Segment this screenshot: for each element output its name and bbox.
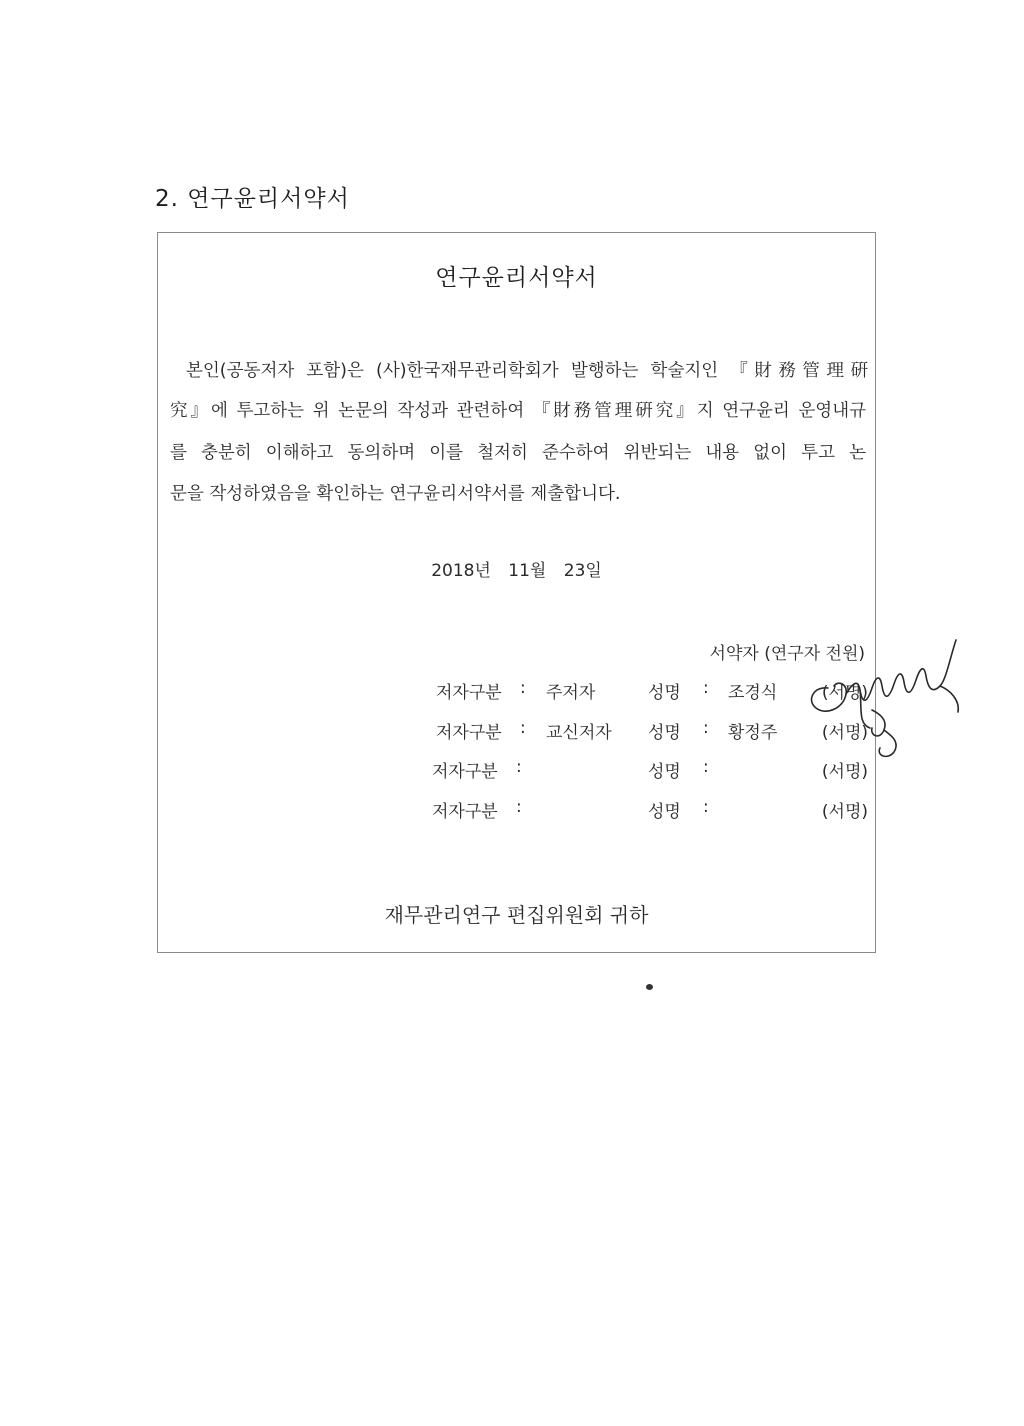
- author-type-label: 저자구분: [432, 802, 498, 822]
- pledge-body-line: 본인(공동저자 포함)은 (사)한국재무관리학회가 발행하는 학술지인 『財務管理硏: [186, 361, 868, 381]
- signature-slot: (서명): [821, 723, 868, 743]
- name-label: 성명: [648, 802, 681, 822]
- pledge-body-line: 문을 작성하였음을 확인하는 연구윤리서약서를 제출합니다.: [170, 484, 621, 504]
- pledge-title: 연구윤리서약서: [435, 265, 598, 291]
- section-heading: 2. 연구윤리서약서: [155, 186, 350, 212]
- author-type-label: 저자구분: [436, 723, 502, 743]
- author-type-label: 저자구분: [436, 683, 502, 703]
- signature-slot: (서명): [821, 683, 868, 703]
- name-label: 성명: [648, 683, 681, 703]
- date-month: 11월: [508, 561, 547, 581]
- colon: :: [516, 757, 522, 777]
- colon: :: [703, 797, 709, 817]
- colon: :: [520, 678, 526, 698]
- name-label: 성명: [648, 762, 681, 782]
- colon: :: [703, 718, 709, 738]
- author-role: 교신저자: [546, 723, 612, 743]
- closing-addressee: 재무관리연구 편집위원회 귀하: [384, 903, 649, 927]
- colon: :: [516, 797, 522, 817]
- signature-slot: (서명): [821, 802, 868, 822]
- date-year: 2018년: [431, 561, 491, 581]
- pledge-date: [158, 556, 875, 581]
- stray-ink-dot: [646, 984, 653, 990]
- author-name: 조경식: [728, 683, 778, 703]
- pledge-box: [157, 232, 876, 953]
- handwritten-signature-icon: [800, 628, 975, 778]
- author-name: 황정주: [728, 723, 778, 743]
- signer-caption: 서약자 (연구자 전원): [709, 644, 865, 664]
- author-role: 주저자: [546, 683, 596, 703]
- signature-slot: (서명): [821, 762, 868, 782]
- name-label: 성명: [648, 723, 681, 743]
- colon: :: [520, 718, 526, 738]
- pledge-body-line: 究』에 투고하는 위 논문의 작성과 관련하여 『財務管理硏究』지 연구윤리 운영내규: [170, 401, 866, 421]
- author-row: [428, 797, 868, 821]
- author-type-label: 저자구분: [432, 762, 498, 782]
- pledge-body-line: 를 충분히 이해하고 동의하며 이를 철저히 준수하여 위반되는 내용 없이 투고 논: [170, 443, 866, 463]
- colon: :: [703, 678, 709, 698]
- colon: :: [703, 757, 709, 777]
- date-day: 23일: [563, 561, 602, 581]
